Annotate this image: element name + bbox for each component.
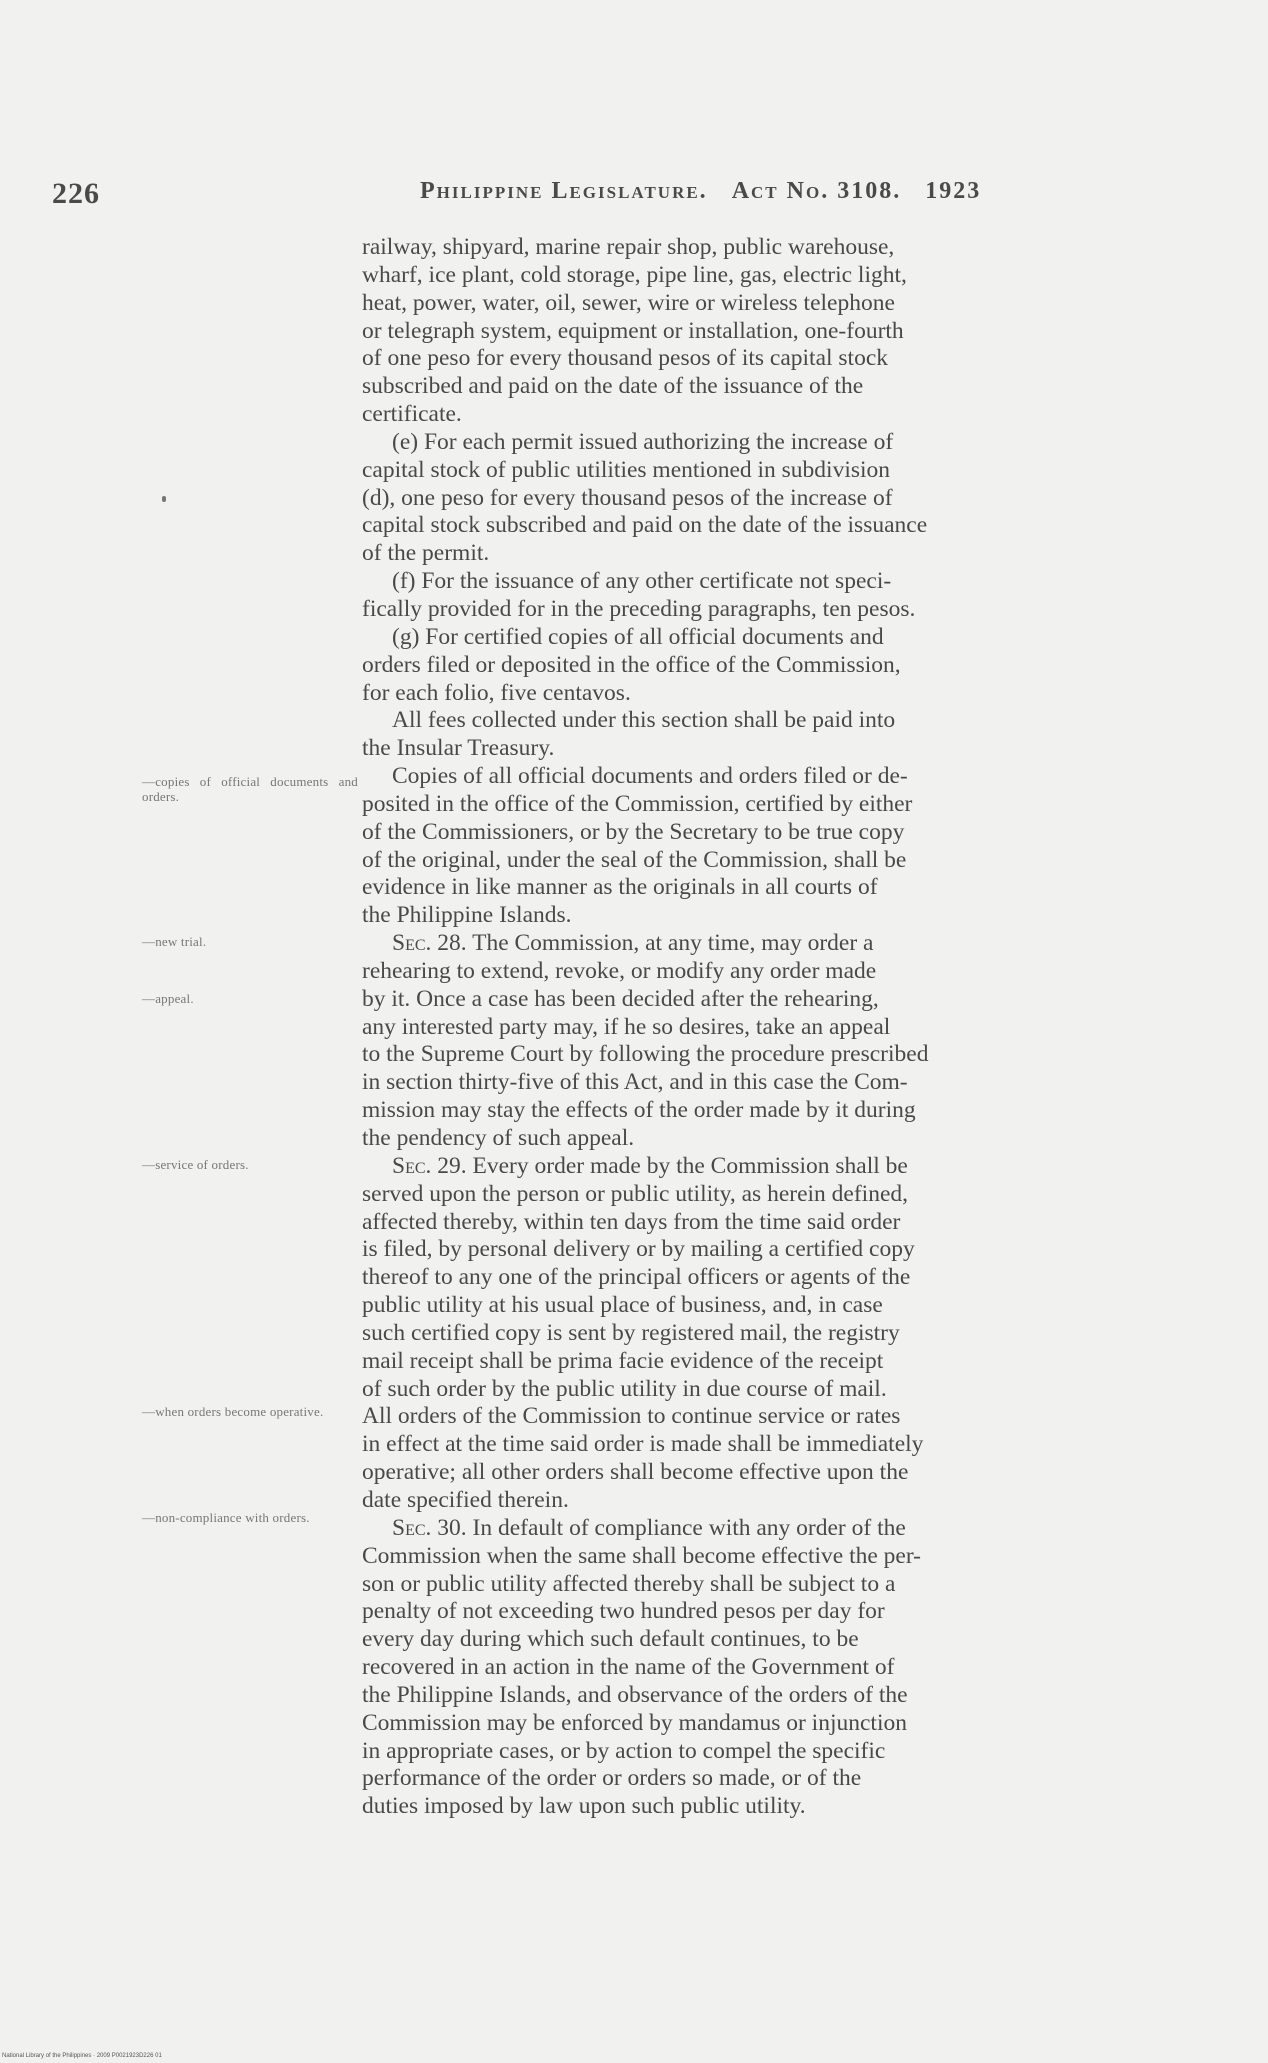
running-head-act: Act No. 3108. (731, 178, 902, 204)
paragraph-text: (g) For certified copies of all official documents and orders filed or deposited in the office of the Commission, for each folio, five centavos. (362, 623, 901, 706)
paragraph-text: All fees collected under this section shall be paid into the Insular Treasury. (362, 707, 896, 762)
paragraph-text: All orders of the Commission to continue service or rates in effect at the time said order is made shall be immediately operative; all other orders shall become effective upon the date specified therein. (362, 1403, 924, 1513)
paragraph-sec-28 (362, 930, 1142, 1153)
paragraph-f (362, 568, 1142, 624)
paragraph-text: (f) For the issuance of any other certificate not speci- fically provided for in the preceding paragraphs, ten pesos. (362, 568, 916, 622)
paragraph-operative (362, 1403, 1142, 1514)
margin-note-operative: —when orders become operative. (142, 1404, 324, 1419)
running-head (420, 178, 981, 205)
margin-note-service: —service of orders. (142, 1157, 249, 1172)
paragraph-copies (362, 763, 1142, 930)
margin-note-noncompliance: —non-compliance with orders. (142, 1510, 310, 1525)
paragraph-text: Copies of all official documents and orders filed or de- posited in the office of the Commission, certified by either of the Commissioners, or by the Secretary to be true copy of the original, under the seal of the Commission, shall be evidence in like manner as the originals in all courts of the Philippine Islands. (362, 763, 913, 929)
paragraph-text: (e) For each permit issued authorizing the increase of capital stock of public utilities mentioned in subdivision (d), one peso for every thousand pesos of the increase of capital stock subscribed and paid on the date of the issuance of the permit. (362, 428, 928, 567)
margin-note-copies: —copies of official documents and orders. (142, 774, 358, 804)
footer-credit: National Library of the Philippines · 2009 P0021923D226 01 (2, 2053, 162, 2059)
running-head-legislature: Philippine Legislature. (420, 178, 708, 204)
paragraph-fees (362, 707, 1142, 763)
paragraph-sec-30 (362, 1515, 1142, 1821)
scan-speck (162, 496, 166, 502)
body-text (362, 234, 1142, 1821)
section-number: Sec. 28. (392, 930, 467, 957)
paragraph-continuation (362, 234, 1142, 429)
margin-note-new-trial: —new trial. (142, 934, 207, 949)
page-number: 226 (52, 177, 100, 210)
paragraph-text: Every order made by the Commission shall be served upon the person or public utility, as herein defined, affected thereby, within ten days from the time said order is filed, by personal delivery or by mailing a certified copy thereof to any one of the principal officers or agents of the public utility at his usual place of business, and, in case such certified copy is sent by registered mail, the registry mail receipt shall be prima facie evidence of the receipt of such order by the public utility in due course of mail. (362, 1152, 915, 1402)
running-head-year: 1923 (925, 178, 982, 204)
margin-note-appeal: —appeal. (142, 991, 194, 1006)
paragraph-e (362, 429, 1142, 568)
paragraph-g (362, 624, 1142, 708)
section-number: Sec. 29. (392, 1152, 467, 1179)
section-number: Sec. 30. (392, 1514, 467, 1541)
paragraph-text: The Commission, at any time, may order a rehearing to extend, revoke, or modify any order made by it. Once a case has been decided after the rehearing, any interested party may, if he so desires, take an appeal to the Supreme Court by following the procedure prescribed in section thirty-five of this Act, and in this case the Com- mission may stay the effects of the order made by it during the pendency of such appeal. (362, 930, 929, 1151)
paragraph-sec-29 (362, 1153, 1142, 1404)
paragraph-text: In default of compliance with any order of the Commission when the same shall become effective the per- son or public utility affected thereby shall be subject to a penalty of not exceeding two hundred pesos per day for every day during which such default continues, to be recovered in an action in the name of the Government of the Philippine Islands, and observance of the orders of the Commission may be enforced by mandamus or injunction in appropriate cases, or by action to compel the specific performance of the order or orders so made, or of the duties imposed by law upon such public utility. (362, 1514, 922, 1820)
paragraph-text: railway, shipyard, marine repair shop, public warehouse, wharf, ice plant, cold storage, pipe line, gas, electric light, heat, power, water, oil, sewer, wire or wireless telephone or telegraph system, equipment or installation, one-fourth of one peso for every thousand pesos of its capital stock subscribed and paid on the date of the issuance of the certificate. (362, 234, 907, 428)
